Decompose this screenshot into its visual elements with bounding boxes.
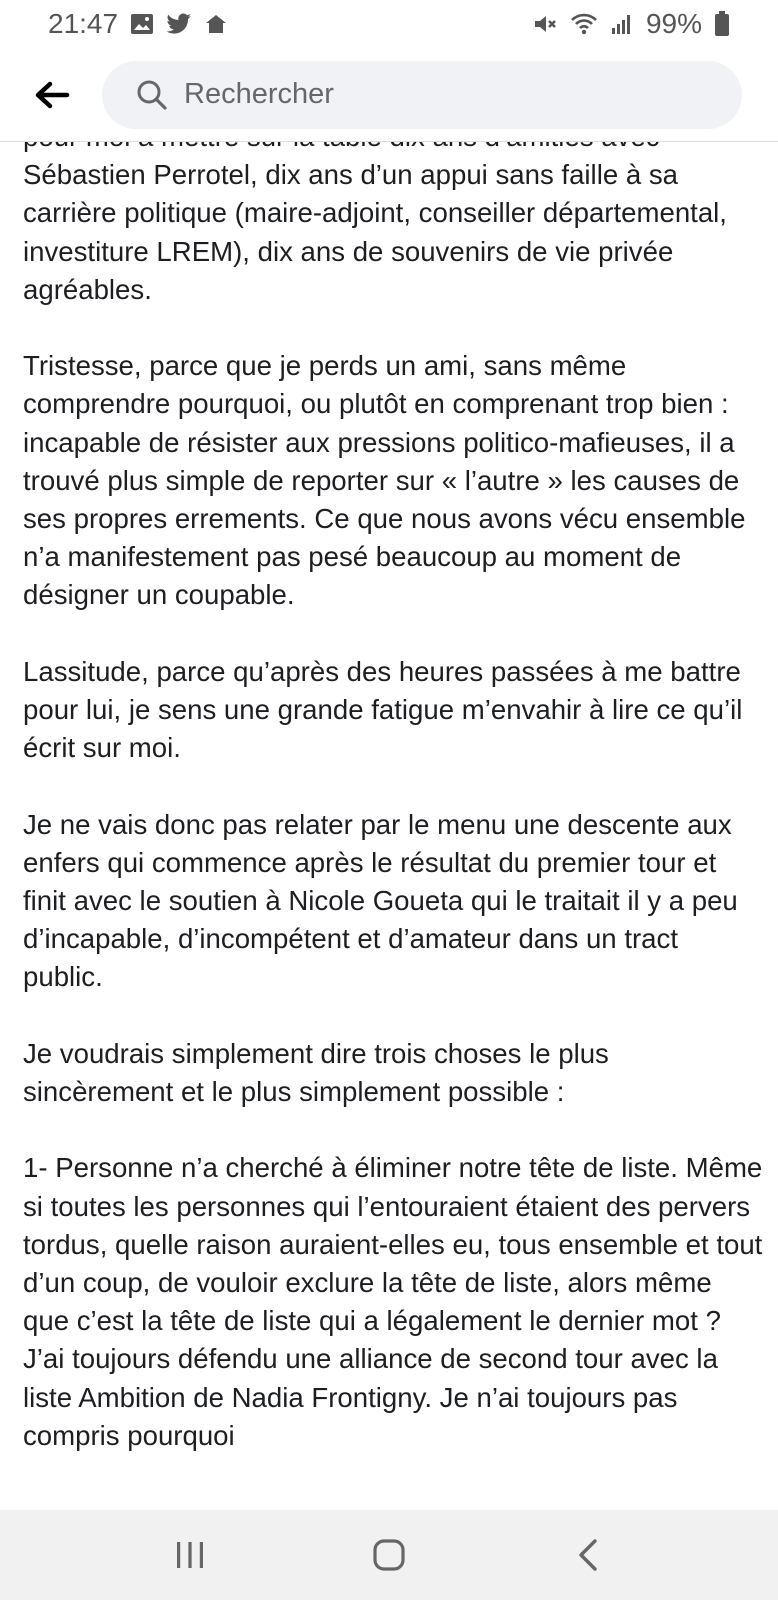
status-right (532, 8, 730, 40)
home-icon (372, 1538, 406, 1572)
arrow-left-icon (35, 81, 69, 109)
post-paragraph: Je voudrais simplement dire trois choses le plus sincèrement et le plus simplement possible : (23, 1037, 609, 1108)
recent-apps-icon (174, 1540, 206, 1570)
home-notification-icon (204, 13, 228, 35)
image-icon (130, 13, 154, 35)
wifi-icon (570, 12, 598, 36)
search-icon (136, 79, 168, 111)
battery-percent: 99% (645, 8, 702, 39)
battery-icon (714, 11, 730, 37)
post-paragraph: 1- Personne n’a cherché à éliminer notre tête de liste. Même si toutes les personnes qui l’entouraient étaient des pervers tordus, quelle raison auraient-elles eu, tous ensemble et tout d’un coup, de vouloir exclure la tête de liste, alors même que c’est la tête de liste qui a légalement le dernier mot ? J’ai toujours défendu une alliance de second tour avec la liste Ambition de Nadia Frontigny. Je n’ai toujours pas compris pourquoi (23, 1152, 763, 1451)
mute-icon (532, 12, 558, 36)
twitter-icon (166, 13, 192, 35)
post-content (0, 142, 778, 1510)
search-box[interactable] (102, 61, 742, 129)
post-paragraph: Sébastien Perrotel, dix ans d’un appui sans faille à sa carrière politique (maire-adjoint, conseiller départemental, investiture LREM), dix ans de souvenirs de vie privée agréables. (23, 159, 727, 305)
system-back-button[interactable] (548, 1525, 628, 1585)
status-time: 21:47 (48, 8, 119, 39)
post-paragraph: Lassitude, parce qu’après des heures passées à me battre pour lui, je sens une grande fatigue m’envahir à lire ce qu’il écrit sur moi. (23, 655, 743, 764)
post-text (23, 118, 763, 1493)
navigation-bar (0, 1510, 778, 1600)
search-input[interactable] (182, 77, 706, 112)
status-bar (0, 0, 778, 48)
post-paragraph: Tristesse, parce que je perds un ami, sans même comprendre pourquoi, ou plutôt en comprenant trop bien : incapable de résister aux pressions politico-mafieuses, il a trouvé plus simple de reporter sur « l’autre » les causes de ses propres errements. Ce que nous avons vécu ensemble n’a manifestement pas pesé beaucoup au moment de désigner un coupable. (23, 350, 746, 611)
signal-icon (610, 12, 634, 36)
status-left (48, 8, 228, 40)
post-paragraph: Je ne vais donc pas relater par le menu une descente aux enfers qui commence après le résultat du premier tour et finit avec le soutien à Nicole Goueta qui le traitait il y a peu d’incapable, d’incompétent et d’amateur dans un tract public. (23, 808, 738, 993)
home-button[interactable] (349, 1525, 429, 1585)
top-bar (0, 48, 778, 142)
back-chevron-icon (576, 1538, 600, 1572)
back-button[interactable] (24, 67, 80, 123)
recent-apps-button[interactable] (150, 1525, 230, 1585)
